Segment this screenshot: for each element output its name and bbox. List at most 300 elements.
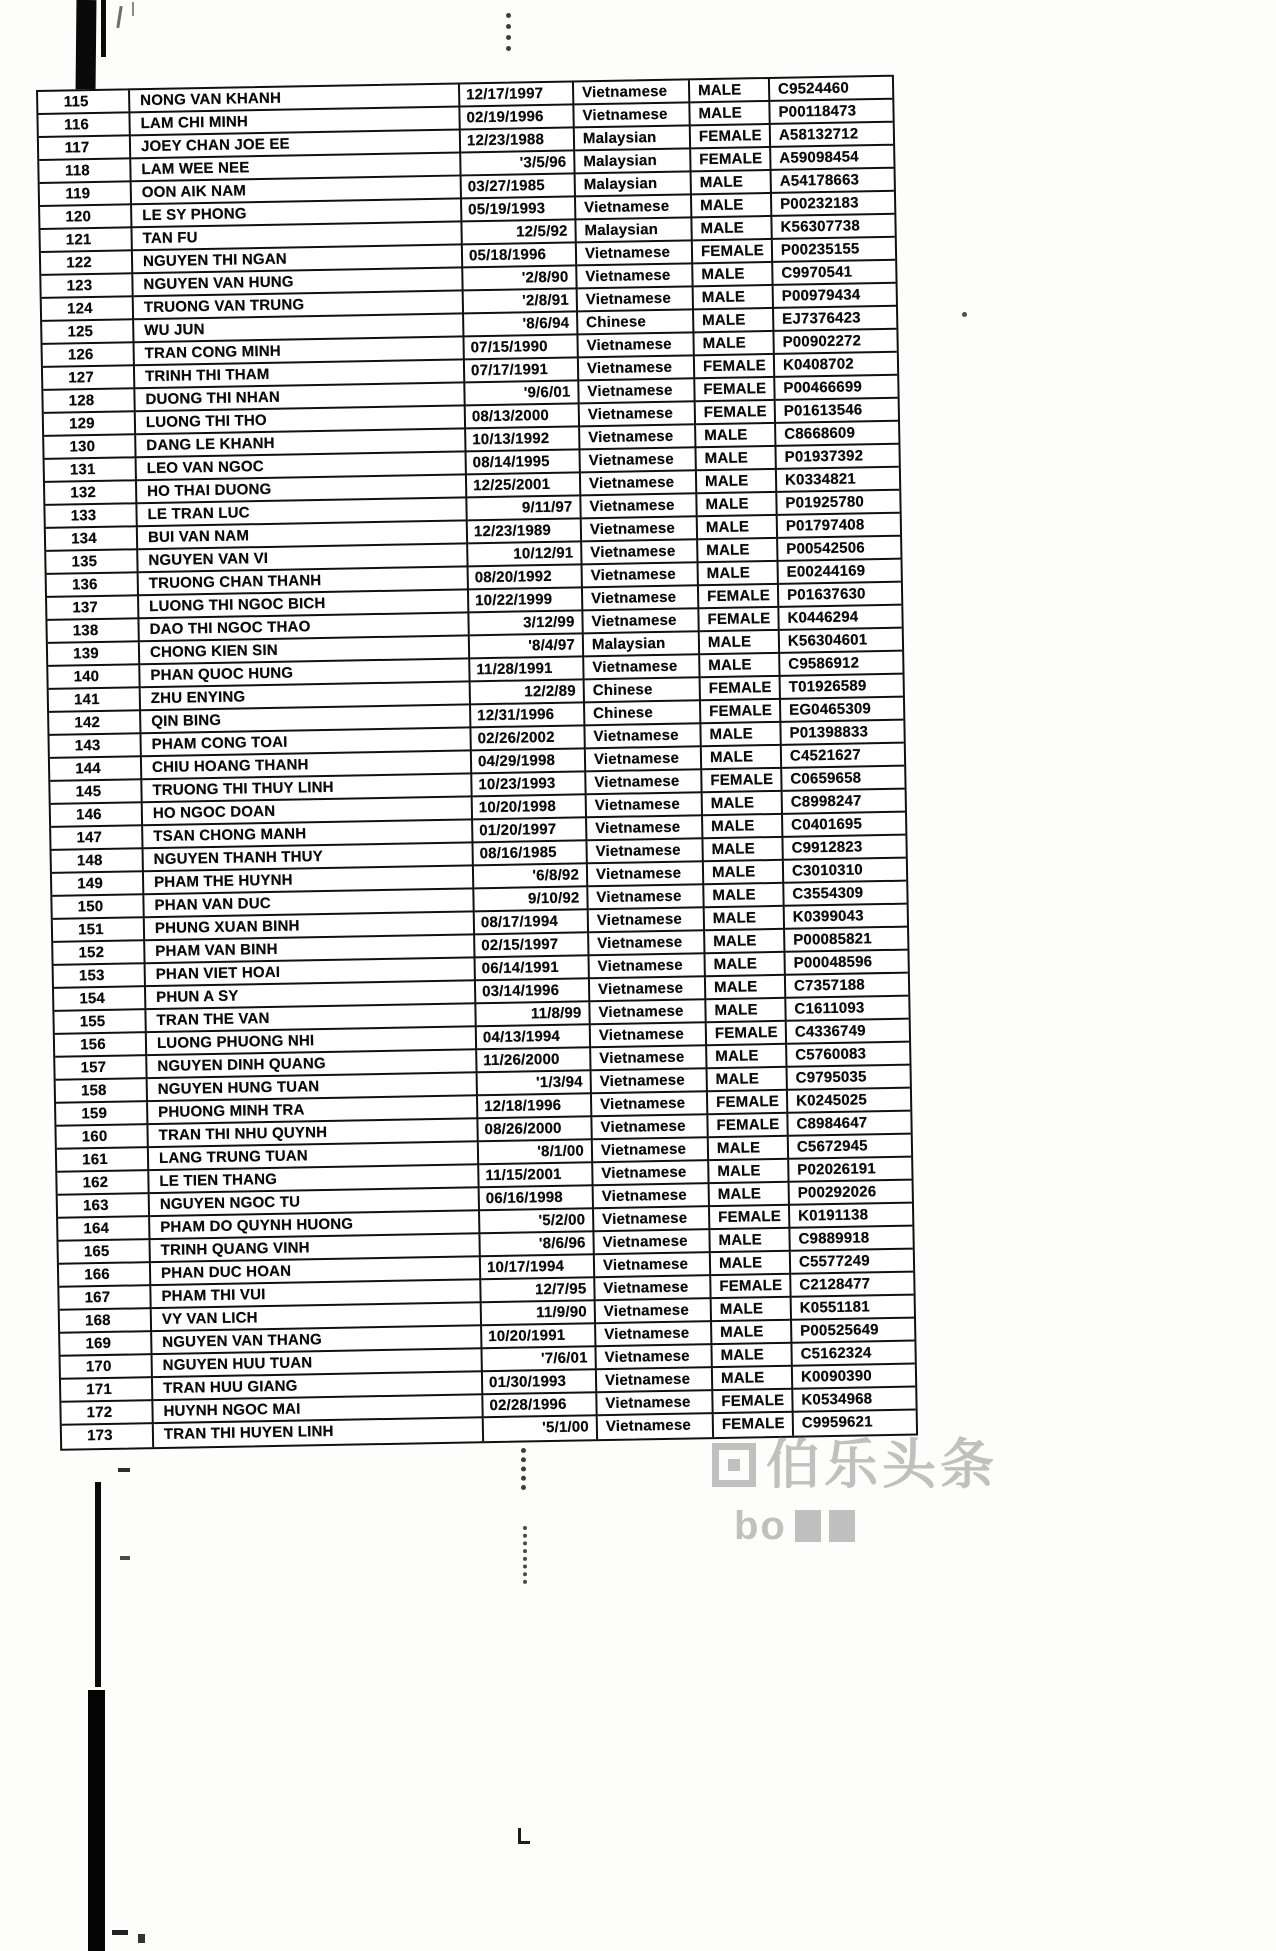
cell-name: NGUYEN VAN VI — [138, 544, 468, 573]
cell-date-of-birth: 10/17/1994 — [481, 1255, 595, 1280]
cell-name: TRINH THI THAM — [135, 360, 465, 389]
cell-name: LANG TRUNG TUAN — [149, 1142, 479, 1171]
cell-row-number: 120 — [40, 205, 132, 230]
cell-id-number: K0191138 — [790, 1204, 912, 1229]
scan-artifact-mark — [138, 1934, 145, 1943]
cell-gender: MALE — [692, 171, 772, 195]
scan-artifact-mark — [112, 1930, 128, 1935]
scan-artifact-dots — [523, 1526, 527, 1584]
cell-id-number: C3554309 — [784, 882, 906, 907]
cell-nationality: Vietnamese — [583, 563, 699, 588]
cell-nationality: Chinese — [585, 678, 701, 703]
cell-name: NGUYEN THANH THUY — [144, 843, 474, 872]
cell-row-number: 155 — [54, 1010, 146, 1035]
cell-date-of-birth: 07/15/1990 — [464, 335, 578, 360]
cell-date-of-birth: 10/20/1998 — [473, 795, 587, 820]
scan-artifact-dots — [521, 1448, 526, 1490]
cell-gender: MALE — [708, 1068, 788, 1092]
cell-name: TRAN THI NHU QUYNH — [148, 1119, 478, 1148]
cell-id-number: P00232183 — [772, 192, 894, 217]
cell-gender: FEMALE — [691, 148, 771, 172]
cell-id-number: C1611093 — [786, 997, 908, 1022]
cell-id-number: P01797408 — [778, 514, 900, 539]
cell-id-number: C0659658 — [782, 767, 904, 792]
cell-nationality: Vietnamese — [581, 471, 697, 496]
cell-id-number: P00085821 — [785, 928, 907, 953]
cell-name: TRAN CONG MINH — [135, 337, 465, 366]
cell-name: DANG LE KHANH — [136, 429, 466, 458]
cell-id-number: C9524460 — [770, 77, 892, 102]
cell-row-number: 127 — [43, 366, 135, 391]
cell-id-number: A58132712 — [771, 123, 893, 148]
cell-row-number: 154 — [54, 987, 146, 1012]
cell-nationality: Vietnamese — [581, 494, 697, 519]
cell-id-number: EG0465309 — [781, 698, 903, 723]
cell-id-number: P00235155 — [773, 238, 895, 263]
cell-date-of-birth: '5/2/00 — [480, 1209, 594, 1234]
cell-date-of-birth: 11/28/1991 — [470, 657, 584, 682]
cell-date-of-birth: 12/18/1996 — [478, 1094, 592, 1119]
cell-id-number: K0399043 — [785, 905, 907, 930]
cell-gender: MALE — [694, 309, 774, 333]
cell-id-number: P01613546 — [776, 399, 898, 424]
cell-date-of-birth: 06/14/1991 — [476, 956, 590, 981]
cell-name: NGUYEN VAN HUNG — [133, 268, 463, 297]
cell-row-number: 146 — [51, 803, 143, 828]
cell-name: TRAN THE VAN — [146, 1004, 476, 1033]
scan-artifact-mark — [116, 6, 122, 28]
cell-id-number: P00542506 — [778, 537, 900, 562]
cell-date-of-birth: '8/1/00 — [479, 1140, 593, 1165]
cell-nationality: Vietnamese — [579, 379, 695, 404]
cell-row-number: 131 — [45, 458, 137, 483]
cell-gender: FEMALE — [711, 1275, 791, 1299]
cell-name: JOEY CHAN JOE EE — [131, 130, 461, 159]
cell-name: LUONG PHUONG NHI — [147, 1027, 477, 1056]
cell-date-of-birth: 12/2/89 — [471, 680, 585, 705]
cell-date-of-birth: 11/9/90 — [482, 1301, 596, 1326]
cell-name: DUONG THI NHAN — [135, 383, 465, 412]
cell-name: CHIU HOANG THANH — [142, 751, 472, 780]
cell-date-of-birth: 04/13/1994 — [477, 1025, 591, 1050]
cell-row-number: 134 — [46, 527, 138, 552]
scan-artifact-mark — [518, 1828, 530, 1844]
cell-name: LEO VAN NGOC — [137, 452, 467, 481]
cell-id-number: C9970541 — [773, 261, 895, 286]
cell-nationality: Vietnamese — [585, 724, 701, 749]
cell-name: PHUNG XUAN BINH — [145, 912, 475, 941]
cell-nationality: Vietnamese — [589, 908, 705, 933]
cell-name: LAM WEE NEE — [131, 153, 461, 182]
cell-id-number: C9912823 — [783, 836, 905, 861]
cell-nationality: Vietnamese — [580, 425, 696, 450]
watermark-text: 伯乐头条 — [766, 1435, 998, 1495]
cell-row-number: 165 — [59, 1240, 151, 1265]
cell-date-of-birth: 05/19/1993 — [462, 197, 576, 222]
cell-nationality: Vietnamese — [579, 356, 695, 381]
cell-name: TRAN HUU GIANG — [153, 1372, 483, 1401]
cell-nationality: Vietnamese — [574, 103, 690, 128]
cell-date-of-birth: 07/17/1991 — [465, 358, 579, 383]
cell-nationality: Vietnamese — [577, 264, 693, 289]
passenger-table — [36, 75, 918, 1451]
scan-artifact-bar — [76, 0, 97, 91]
cell-nationality: Vietnamese — [587, 816, 703, 841]
cell-date-of-birth: '8/4/97 — [470, 634, 584, 659]
cell-id-number: C4521627 — [782, 744, 904, 769]
cell-row-number: 161 — [57, 1148, 149, 1173]
cell-id-number: P00466699 — [775, 376, 897, 401]
cell-gender: FEMALE — [695, 378, 775, 402]
cell-date-of-birth: 06/16/1998 — [480, 1186, 594, 1211]
cell-date-of-birth: 10/13/1992 — [466, 427, 580, 452]
cell-row-number: 153 — [54, 964, 146, 989]
cell-row-number: 130 — [44, 435, 136, 460]
cell-row-number: 123 — [41, 274, 133, 299]
cell-nationality: Vietnamese — [583, 586, 699, 611]
cell-date-of-birth: 03/14/1996 — [476, 979, 590, 1004]
cell-date-of-birth: '1/3/94 — [478, 1071, 592, 1096]
cell-id-number: P02026191 — [789, 1158, 911, 1183]
cell-gender: FEMALE — [710, 1206, 790, 1230]
cell-id-number: K0551181 — [792, 1296, 914, 1321]
cell-date-of-birth: 08/17/1994 — [475, 910, 589, 935]
cell-row-number: 171 — [61, 1378, 153, 1403]
cell-gender: MALE — [701, 723, 781, 747]
cell-nationality: Malaysian — [576, 218, 692, 243]
cell-nationality: Vietnamese — [577, 241, 693, 266]
cell-nationality: Vietnamese — [590, 1000, 706, 1025]
cell-nationality: Vietnamese — [597, 1368, 713, 1393]
cell-row-number: 125 — [42, 320, 134, 345]
cell-gender: FEMALE — [708, 1114, 788, 1138]
cell-date-of-birth: 08/13/2000 — [466, 404, 580, 429]
cell-gender: FEMALE — [696, 401, 776, 425]
cell-id-number: C9959621 — [801, 1413, 873, 1432]
cell-gender: MALE — [705, 907, 785, 931]
cell-date-of-birth: '8/6/94 — [464, 312, 578, 337]
cell-nationality: Vietnamese — [578, 333, 694, 358]
cell-date-of-birth: '9/6/01 — [465, 381, 579, 406]
cell-gender: MALE — [709, 1137, 789, 1161]
cell-id-number: C5577249 — [791, 1250, 913, 1275]
cell-nationality: Vietnamese — [578, 287, 694, 312]
cell-id-number: C7357188 — [786, 974, 908, 999]
cell-name: DAO THI NGOC THAO — [139, 613, 469, 642]
cell-id-number: C2128477 — [791, 1273, 913, 1298]
cell-date-of-birth: 9/11/97 — [467, 496, 581, 521]
cell-date-of-birth: 10/20/1991 — [482, 1324, 596, 1349]
cell-date-of-birth: 12/23/1988 — [461, 128, 575, 153]
cell-row-number: 124 — [42, 297, 134, 322]
cell-id-number: C8668609 — [776, 422, 898, 447]
scan-artifact-bar — [101, 0, 106, 57]
cell-nationality: Vietnamese — [595, 1253, 711, 1278]
cell-name: TSAN CHONG MANH — [143, 820, 473, 849]
cell-row-number: 160 — [56, 1125, 148, 1150]
cell-row-number: 159 — [56, 1102, 148, 1127]
cell-row-number: 122 — [41, 251, 133, 276]
cell-nationality: Vietnamese — [596, 1322, 712, 1347]
cell-row-number: 142 — [49, 711, 141, 736]
cell-name: TRAN THI HUYEN LINH — [154, 1418, 484, 1447]
cell-row-number: 166 — [59, 1263, 151, 1288]
cell-name: NGUYEN NGOC TU — [150, 1188, 480, 1217]
cell-row-number: 163 — [58, 1194, 150, 1219]
cell-nationality: Vietnamese — [588, 885, 704, 910]
cell-nationality: Vietnamese — [580, 402, 696, 427]
cell-id-number: C5672945 — [789, 1135, 911, 1160]
cell-name: PHAM VAN BINH — [145, 935, 475, 964]
scan-artifact-dot — [962, 312, 967, 317]
cell-nationality: Vietnamese — [594, 1184, 710, 1209]
cell-date-of-birth: 05/18/1996 — [463, 243, 577, 268]
cell-name: CHONG KIEN SIN — [140, 636, 470, 665]
cell-gender: MALE — [692, 194, 772, 218]
cell-gender: FEMALE — [708, 1091, 788, 1115]
cell-gender: MALE — [710, 1183, 790, 1207]
cell-row-number: 152 — [53, 941, 145, 966]
cell-nationality: Vietnamese — [586, 770, 702, 795]
cell-gender: MALE — [696, 447, 776, 471]
cell-gender: MALE — [690, 102, 770, 126]
cell-name: BUI VAN NAM — [138, 521, 468, 550]
cell-name: TAN FU — [132, 222, 462, 251]
cell-date-of-birth: 08/26/2000 — [478, 1117, 592, 1142]
cell-gender: MALE — [699, 562, 779, 586]
cell-row-number: 121 — [40, 228, 132, 253]
cell-nationality: Chinese — [578, 310, 694, 335]
cell-name: TRUONG THI THUY LINH — [142, 774, 472, 803]
cell-name: TRUONG CHAN THANH — [139, 567, 469, 596]
watermark-subtext: bo — [734, 1504, 787, 1548]
cell-id-number: C9795035 — [788, 1066, 910, 1091]
cell-gender: MALE — [697, 470, 777, 494]
cell-gender: MALE — [709, 1160, 789, 1184]
watermark-block — [829, 1510, 855, 1542]
cell-name: PHAN DUC HOAN — [151, 1257, 481, 1286]
cell-row-number: 170 — [61, 1355, 153, 1380]
cell-name: NGUYEN HUU TUAN — [153, 1349, 483, 1378]
watermark — [712, 1435, 1052, 1548]
cell-name: LUONG THI THO — [136, 406, 466, 435]
cell-row-number: 117 — [39, 136, 131, 161]
cell-id-number: P01398833 — [781, 721, 903, 746]
cell-name: OON AIK NAM — [132, 176, 462, 205]
cell-name: WU JUN — [134, 314, 464, 343]
cell-date-of-birth: 3/12/99 — [469, 611, 583, 636]
cell-nationality: Vietnamese — [592, 1069, 708, 1094]
cell-name: LE SY PHONG — [132, 199, 462, 228]
cell-gender: FEMALE — [693, 240, 773, 264]
cell-gender: MALE — [704, 861, 784, 885]
cell-nationality: Vietnamese — [574, 80, 690, 105]
cell-name: TRINH QUANG VINH — [150, 1234, 480, 1263]
cell-id-number: K0446294 — [779, 606, 901, 631]
cell-id-number: E00244169 — [779, 560, 901, 585]
cell-date-of-birth: 08/14/1995 — [467, 450, 581, 475]
scan-artifact-bar — [88, 1690, 105, 1951]
cell-name: HO THAI DUONG — [137, 475, 467, 504]
cell-nationality: Vietnamese — [596, 1299, 712, 1324]
cell-name: PHAM THE HUYNH — [144, 866, 474, 895]
scan-artifact-mark — [118, 1468, 130, 1472]
cell-row-number: 151 — [53, 918, 145, 943]
cell-date-of-birth: 10/23/1993 — [472, 772, 586, 797]
cell-row-number: 132 — [45, 481, 137, 506]
cell-date-of-birth: 12/31/1996 — [471, 703, 585, 728]
cell-name: PHAN VAN DUC — [144, 889, 474, 918]
cell-row-number: 158 — [56, 1079, 148, 1104]
cell-date-of-birth: 03/27/1985 — [462, 174, 576, 199]
cell-id-number: C9586912 — [780, 652, 902, 677]
cell-gender: MALE — [712, 1321, 792, 1345]
cell-nationality: Vietnamese — [588, 862, 704, 887]
cell-row-number: 115 — [38, 90, 130, 115]
cell-row-number: 140 — [48, 665, 140, 690]
table-grid — [36, 75, 918, 1451]
cell-date-of-birth: 02/15/1997 — [475, 933, 589, 958]
cell-date-of-birth: 08/20/1992 — [469, 565, 583, 590]
cell-date-of-birth: 01/30/1993 — [483, 1370, 597, 1395]
cell-name: VY VAN LICH — [152, 1303, 482, 1332]
cell-name: HUYNH NGOC MAI — [153, 1395, 483, 1424]
cell-name: HO NGOC DOAN — [143, 797, 473, 826]
cell-id-number: C5760083 — [787, 1043, 909, 1068]
cell-date-of-birth: 02/19/1996 — [460, 105, 574, 130]
cell-id-number: P00048596 — [785, 951, 907, 976]
cell-nationality: Vietnamese — [589, 931, 705, 956]
cell-nationality: Malaysian — [584, 632, 700, 657]
scan-artifact-mark — [132, 2, 134, 16]
cell-id-number: P00118473 — [770, 100, 892, 125]
cell-row-number: 169 — [60, 1332, 152, 1357]
cell-nationality: Vietnamese — [591, 1023, 707, 1048]
cell-gender: MALE — [703, 815, 783, 839]
cell-gender: FEMALE — [707, 1022, 787, 1046]
cell-row-number: 135 — [46, 550, 138, 575]
cell-name: PHAN QUOC HUNG — [140, 659, 470, 688]
cell-name: PHAM THI VUI — [151, 1280, 481, 1309]
cell-row-number: 168 — [60, 1309, 152, 1334]
cell-row-number: 139 — [48, 642, 140, 667]
cell-id-number: K0245025 — [788, 1089, 910, 1114]
watermark-block — [795, 1510, 821, 1542]
cell-nationality: Vietnamese — [582, 540, 698, 565]
cell-nationality: Vietnamese — [593, 1161, 709, 1186]
cell-date-of-birth: 11/15/2001 — [479, 1163, 593, 1188]
cell-gender: MALE — [704, 884, 784, 908]
cell-name: NGUYEN VAN THANG — [152, 1326, 482, 1355]
cell-gender: MALE — [711, 1252, 791, 1276]
cell-gender: MALE — [698, 516, 778, 540]
cell-id-number: K0408702 — [775, 353, 897, 378]
cell-gender: MALE — [690, 79, 770, 103]
cell-date-of-birth: 10/22/1999 — [469, 588, 583, 613]
cell-gender: FEMALE — [699, 585, 779, 609]
cell-row-number: 156 — [55, 1033, 147, 1058]
cell-id-number: P00525649 — [792, 1319, 914, 1344]
cell-id-number: C5162324 — [792, 1342, 914, 1367]
cell-nationality: Malaysian — [576, 172, 692, 197]
cell-name: ZHU ENYING — [141, 682, 471, 711]
cell-gender: MALE — [707, 1045, 787, 1069]
cell-date-of-birth: 11/26/2000 — [477, 1048, 591, 1073]
cell-row-number: 118 — [39, 159, 131, 184]
cell-gender: MALE — [705, 930, 785, 954]
cell-row-number: 147 — [51, 826, 143, 851]
cell-date-of-birth: '6/8/92 — [474, 864, 588, 889]
cell-date-of-birth: '2/8/90 — [463, 266, 577, 291]
cell-nationality: Vietnamese — [591, 1046, 707, 1071]
cell-id-number: C4336749 — [787, 1020, 909, 1045]
cell-date-of-birth: '8/6/96 — [480, 1232, 594, 1257]
cell-row-number: 167 — [59, 1286, 151, 1311]
cell-nationality: Malaysian — [575, 149, 691, 174]
cell-gender: MALE — [694, 332, 774, 356]
cell-row-number: 172 — [61, 1401, 153, 1426]
cell-row-number: 144 — [50, 757, 142, 782]
cell-gender: MALE — [703, 792, 783, 816]
cell-name: TRUONG VAN TRUNG — [134, 291, 464, 320]
cell-row-number: 148 — [52, 849, 144, 874]
cell-nationality: Malaysian — [575, 126, 691, 151]
cell-nationality: Chinese — [585, 701, 701, 726]
cell-date-of-birth: '2/8/91 — [464, 289, 578, 314]
cell-nationality: Vietnamese — [581, 448, 697, 473]
scan-artifact-bar — [95, 1482, 101, 1687]
cell-id-number: P00292026 — [790, 1181, 912, 1206]
cell-date-of-birth: 12/23/1989 — [468, 519, 582, 544]
cell-gender: MALE — [696, 424, 776, 448]
cell-gender: FEMALE — [714, 1413, 794, 1437]
cell-row-number: 137 — [47, 596, 139, 621]
cell-row-number: 164 — [58, 1217, 150, 1242]
cell-id-number: C3010310 — [784, 859, 906, 884]
cell-name: LE TIEN THANG — [149, 1165, 479, 1194]
cell-gender: MALE — [710, 1229, 790, 1253]
cell-date-of-birth: 11/8/99 — [476, 1002, 590, 1027]
cell-row-number: 116 — [38, 113, 130, 138]
cell-date-of-birth: 12/5/92 — [462, 220, 576, 245]
cell-nationality: Vietnamese — [592, 1092, 708, 1117]
cell-gender: FEMALE — [702, 769, 782, 793]
cell-id-number: K0090390 — [793, 1365, 915, 1390]
cell-id-number: C8998247 — [783, 790, 905, 815]
cell-row-number: 141 — [49, 688, 141, 713]
cell-date-of-birth: 12/25/2001 — [467, 473, 581, 498]
cell-gender: MALE — [698, 539, 778, 563]
cell-id-number: P01937392 — [776, 445, 898, 470]
cell-id-number: P01637630 — [779, 583, 901, 608]
cell-gender: MALE — [712, 1344, 792, 1368]
cell-nationality: Vietnamese — [590, 954, 706, 979]
cell-nationality: Vietnamese — [594, 1230, 710, 1255]
cell-row-number: 145 — [50, 780, 142, 805]
cell-gender: MALE — [706, 999, 786, 1023]
cell-id-number: K56304601 — [780, 629, 902, 654]
cell-row-number: 173 — [62, 1424, 154, 1449]
cell-name: NONG VAN KHANH — [130, 84, 460, 113]
cell-gender: MALE — [706, 976, 786, 1000]
scan-artifact-mark — [120, 1556, 130, 1560]
cell-nationality: Vietnamese — [584, 655, 700, 680]
cell-id-number: P00902272 — [774, 330, 896, 355]
cell-row-number: 157 — [55, 1056, 147, 1081]
cell-id-number: EJ7376423 — [774, 307, 896, 332]
cell-id-number: C9889918 — [790, 1227, 912, 1252]
scan-artifact-dots — [506, 13, 511, 51]
